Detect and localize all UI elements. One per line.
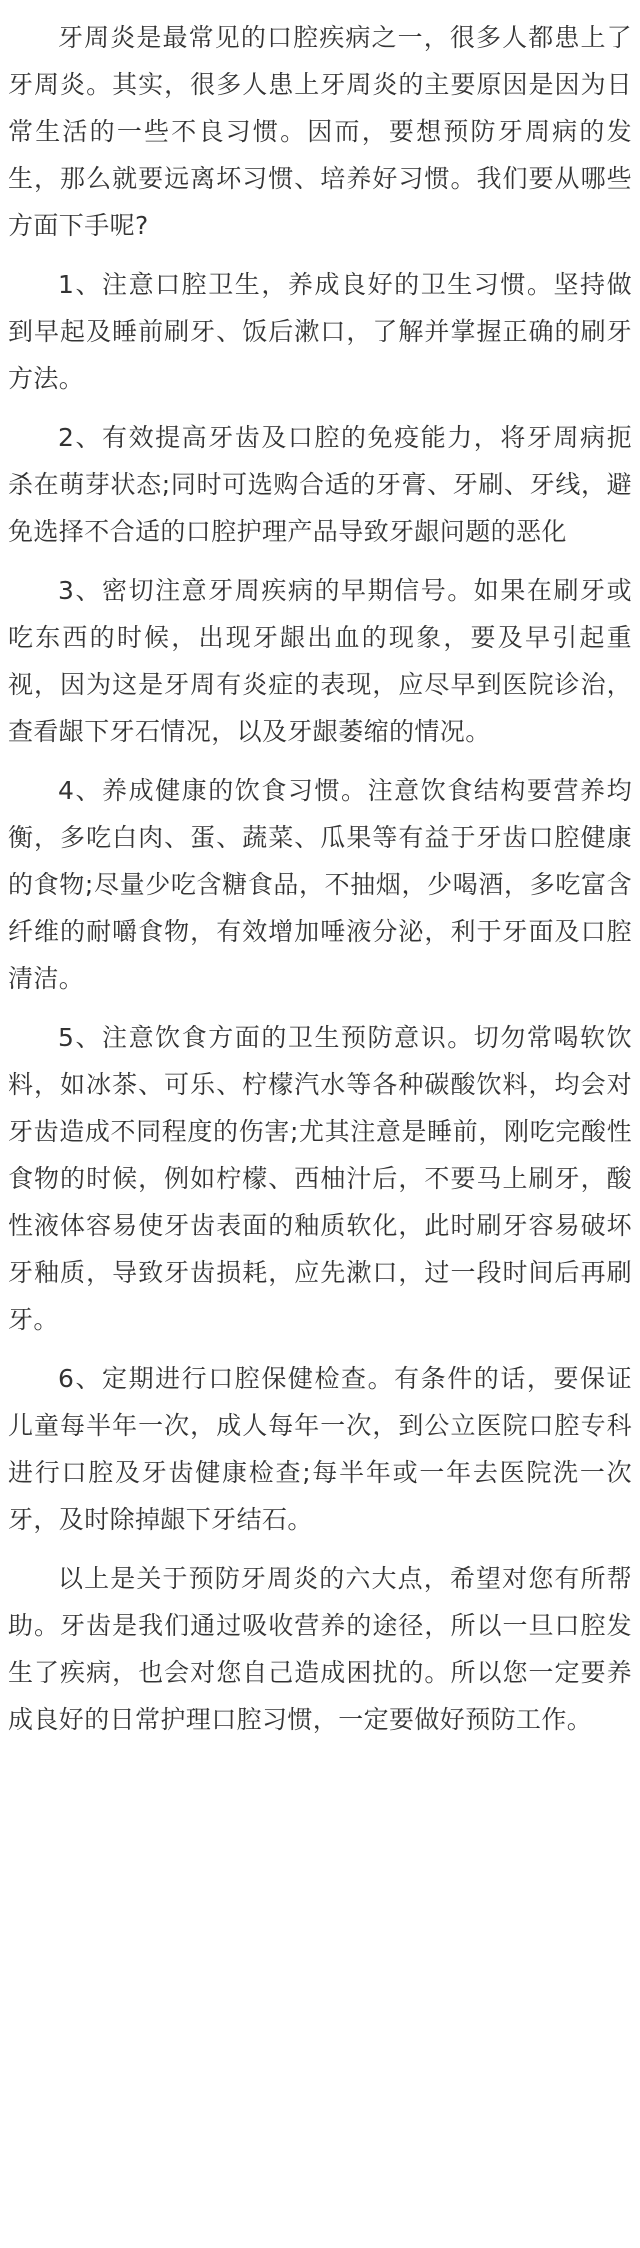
tip-5-paragraph: 5、注意饮食方面的卫生预防意识。切勿常喝软饮料，如冰茶、可乐、柠檬汽水等各种碳酸饮料，均会对牙齿造成不同程度的伤害;尤其注意是睡前，刚吃完酸性食物的时候，例如柠檬、西柚汁后，不要马上刷牙，酸性液体容易使牙齿表面的釉质软化，此时刷牙容易破坏牙釉质，导致牙齿损耗，应先漱口，过一段时间后再刷牙。 (8, 1023, 632, 1334)
tip-2-paragraph: 2、有效提高牙齿及口腔的免疫能力，将牙周病扼杀在萌芽状态;同时可选购合适的牙膏、牙刷、牙线，避免选择不合适的口腔护理产品导致牙龈问题的恶化 (8, 423, 632, 546)
tip-1-paragraph: 1、注意口腔卫生，养成良好的卫生习惯。坚持做到早起及睡前刷牙、饭后漱口，了解并掌握正确的刷牙方法。 (8, 270, 632, 393)
tip-4-paragraph: 4、养成健康的饮食习惯。注意饮食结构要营养均衡，多吃白肉、蛋、蔬菜、瓜果等有益于牙齿口腔健康的食物;尽量少吃含糖食品，不抽烟，少喝酒，多吃富含纤维的耐嚼食物，有效增加唾液分泌，利于牙面及口腔清洁。 (8, 776, 632, 993)
intro-paragraph: 牙周炎是最常见的口腔疾病之一，很多人都患上了牙周炎。其实，很多人患上牙周炎的主要原因是因为日常生活的一些不良习惯。因而，要想预防牙周病的发生，那么就要远离坏习惯、培养好习惯。我们要从哪些方面下手呢? (8, 23, 632, 240)
tip-6-paragraph: 6、定期进行口腔保健检查。有条件的话，要保证儿童每半年一次，成人每年一次，到公立医院口腔专科进行口腔及牙齿健康检查;每半年或一年去医院洗一次牙，及时除掉龈下牙结石。 (8, 1364, 632, 1534)
conclusion-paragraph: 以上是关于预防牙周炎的六大点，希望对您有所帮助。牙齿是我们通过吸收营养的途径，所以一旦口腔发生了疾病，也会对您自己造成困扰的。所以您一定要养成良好的日常护理口腔习惯，一定要做好预防工作。 (8, 1564, 632, 1734)
tip-3-paragraph: 3、密切注意牙周疾病的早期信号。如果在刷牙或吃东西的时候，出现牙龈出血的现象，要及早引起重视，因为这是牙周有炎症的表现，应尽早到医院诊治，查看龈下牙石情况，以及牙龈萎缩的情况。 (8, 576, 632, 746)
